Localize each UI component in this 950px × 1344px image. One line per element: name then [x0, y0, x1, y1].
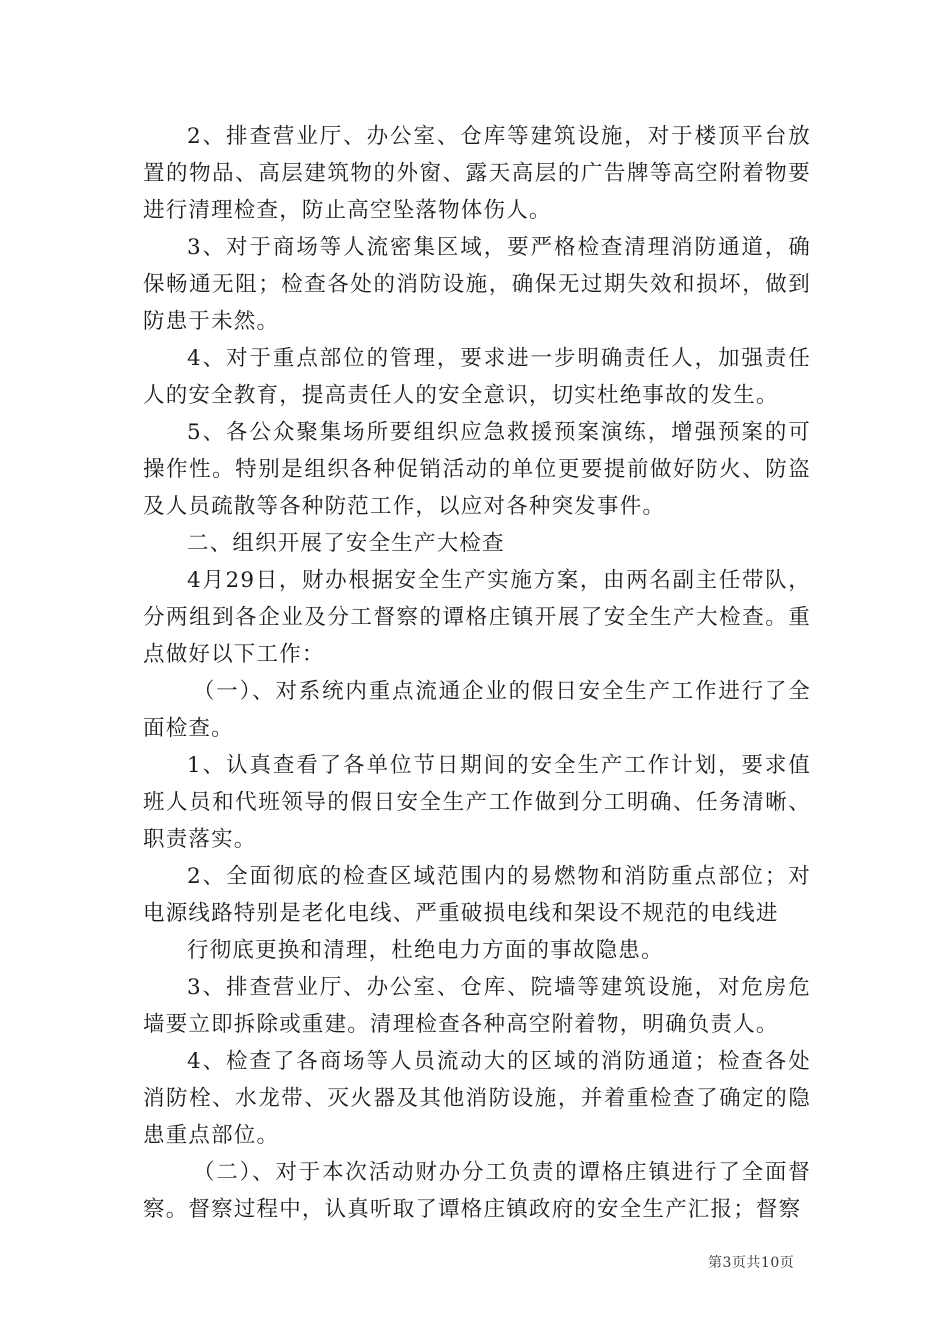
paragraph-item-3-fire-exits: 3、对于商场等人流密集区域，要严格检查清理消防通道，确保畅通无阻；检查各处的消防设施，确保无过期失效和损坏，做到防患于未然。: [143, 235, 811, 334]
paragraph-sub-item-1-plans: 1、认真查看了各单位节日期间的安全生产工作计划，要求值班人员和代班领导的假日安全生产工作做到分工明确、任务清晰、职责落实。: [143, 753, 811, 852]
paragraph-sub-item-4-fire-equipment: 4、检查了各商场等人员流动大的区域的消防通道；检查各处消防栓、水龙带、灭火器及其他消防设施，并着重检查了确定的隐患重点部位。: [143, 1049, 811, 1148]
paragraph-item-2-building-inspection: 2、排查营业厅、办公室、仓库等建筑设施，对于楼顶平台放置的物品、高层建筑物的外窗、露天高层的广告牌等高空附着物要进行清理检查，防止高空坠落物体伤人。: [143, 124, 811, 223]
paragraph-item-4-key-areas: 4、对于重点部位的管理，要求进一步明确责任人，加强责任人的安全教育，提高责任人的安全意识，切实杜绝事故的发生。: [143, 346, 811, 408]
paragraph-item-5-emergency-drills: 5、各公众聚集场所要组织应急救援预案演练，增强预案的可操作性。特别是组织各种促销活动的单位更要提前做好防火、防盗及人员疏散等各种防范工作，以应对各种突发事件。: [143, 420, 811, 519]
section-heading-safety-inspection: 二、组织开展了安全生产大检查: [187, 531, 505, 556]
paragraph-april-29-inspection: 4月29日，财办根据安全生产实施方案，由两名副主任带队，分两组到各企业及分工督察的谭格庄镇开展了安全生产大检查。重点做好以下工作：: [143, 568, 811, 667]
subsection-heading-2: （二）、对于本次活动财办分工负责的谭格庄镇进行了全面督察。督察过程中，认真听取了谭格庄镇政府的安全生产汇报；督察: [143, 1160, 811, 1222]
paragraph-sub-item-3-dangerous-buildings: 3、排查营业厅、办公室、仓库、院墙等建筑设施，对危房危墙要立即拆除或重建。清理检查各种高空附着物，明确负责人。: [143, 975, 811, 1037]
subsection-heading-1: （一）、对系统内重点流通企业的假日安全生产工作进行了全面检查。: [143, 679, 811, 741]
paragraph-sub-item-2-flammables: 2、全面彻底的检查区域范围内的易燃物和消防重点部位；对电源线路特别是老化电线、严重破损电线和架设不规范的电线进: [143, 864, 811, 926]
document-body: [143, 118, 811, 1228]
page-number-footer: 第3页共10页: [708, 1255, 795, 1271]
paragraph-sub-item-2-continuation: 行彻底更换和清理，杜绝电力方面的事故隐患。: [187, 938, 664, 963]
